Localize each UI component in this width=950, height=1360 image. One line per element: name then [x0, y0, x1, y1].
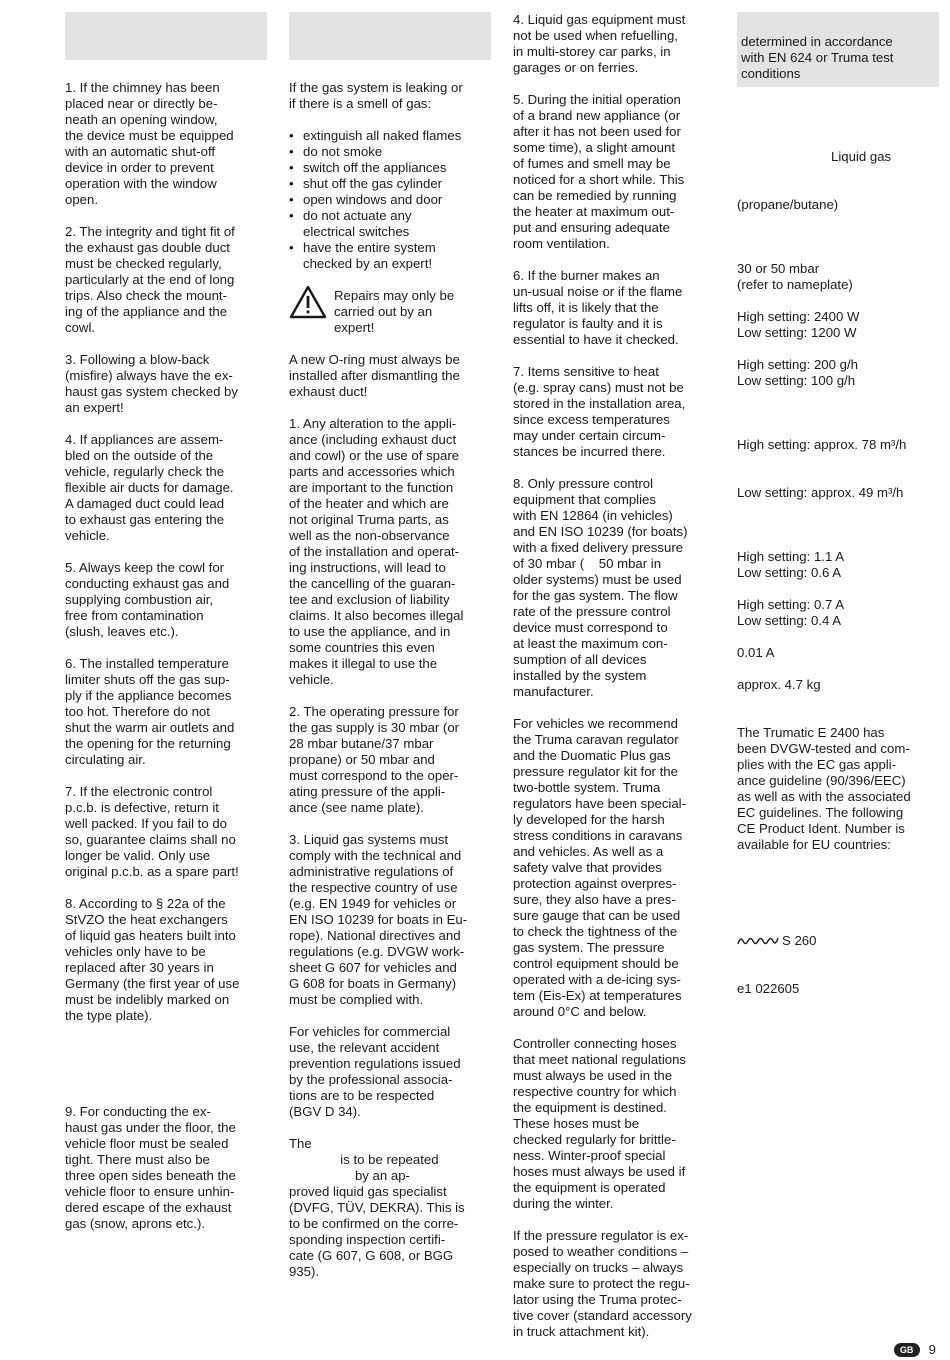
paragraph-8: 8. Only pressure control equipment that complies with EN 12864 (in vehicles) and EN ISO 10239 (for boats) with a fixed delivery pressure of 30 mbar ( 50 mbar in older systems) must be used for the gas system. The flow rate of the pressure control device must correspond to at least the maximum con- sumption of all devices installed by the system manufacturer. — [513, 476, 688, 699]
list-item: • do not smoke — [289, 144, 491, 160]
repair-warning — [289, 288, 491, 336]
weather-protection-note: If the pressure regulator is ex- posed to weather conditions – especially on trucks – always make sure to protect the regu- lator using the Truma protec- tive cover (standard accessory in truck attachment kit). — [513, 1228, 692, 1339]
air-delivery-spec — [737, 405, 939, 533]
paragraph-1: 1. Any alteration to the appli- ance (including exhaust duct and cowl) or the use of spare parts and accessories which are important to the function of the heater and which are not original Truma parts, as well as the non-observance of the installation and operat- ing instructions, will lead to the cancelling of the guaran- tee and exclusion of liability claims. It also becomes illegal to use the appliance, and in some countries this even makes it illegal to use the vehicle. — [289, 416, 464, 687]
section-heading-box — [289, 12, 491, 60]
warning-icon — [289, 285, 327, 319]
page-footer — [894, 1342, 936, 1357]
list-item: • open windows and door — [289, 192, 491, 208]
paragraph-1: 1. If the chimney has been placed near or directly be- neath an opening window, the device must be equipped with an automatic shut-off device in order to prevent operation with the window open. — [65, 80, 234, 207]
list-item: • shut off the gas cylinder — [289, 176, 491, 192]
current-consumption-24v-spec: High setting: 0.7 A Low setting: 0.4 A — [737, 597, 845, 628]
paragraph-3: 3. Following a blow-back (misfire) always have the ex- haust gas system checked by an expert! — [65, 352, 238, 415]
e1-approval-number: e1 022605 — [737, 981, 800, 996]
gas-leak-steps — [289, 128, 491, 272]
warning-text: Repairs may only be carried out by an expert! — [334, 288, 455, 335]
column-technical-data — [737, 12, 939, 997]
technical-data-header: determined in accordance with EN 624 or Truma test conditions — [737, 12, 939, 87]
paragraph-2: 2. The integrity and tight fit of the exhaust gas double duct must be checked regularly, particularly at the end of long trips. Also check the mount- ing of the appliance and the cowl. — [65, 224, 235, 335]
paragraph-7: 7. If the electronic control p.c.b. is defective, return it well packed. If you fail to do so, guarantee claims shall no longer be valid. Only use original p.c.b. as a spare part! — [65, 784, 239, 879]
dvgw-certification — [737, 933, 939, 949]
language-badge: GB — [894, 1343, 920, 1357]
list-item: • extinguish all naked flames — [289, 128, 491, 144]
paragraph-9: 9. For conducting the ex- haust gas under the floor, the vehicle floor must be sealed tight. There must also be three open sides beneath the vehicle floor to ensure unhin- dered escape of the exhaust gas (snow, aprons etc.). — [65, 1104, 236, 1231]
weight-spec: approx. 4.7 kg — [737, 677, 821, 692]
gas-type-value: Liquid gas — [831, 149, 892, 164]
standby-current-spec: 0.01 A — [737, 645, 775, 660]
gas-inspection-note: The is to be repeated by an ap- proved liquid gas specialist (DVFG, TÜV, DEKRA). This is to be confirmed on the corre- sponding inspection certifi- cate (G 607, G 608, or BGG 935). — [289, 1136, 465, 1279]
list-item: • do not actuate any electrical switches — [289, 208, 491, 240]
paragraph-3: 3. Liquid gas systems must comply with the technical and administrative regulations of the respective country of use (e.g. EN 1949 for vehicles or EN ISO 10239 for boats in Eu- rope). National directives and regulations (e.g. DVGW work- sheet G 607 for vehicles and G 608 for boats in Germany) must be complied with. — [289, 832, 468, 1007]
paragraph-7: 7. Items sensitive to heat (e.g. spray cans) must not be stored in the installation area, since excess temperatures may under certain circum- stances be incurred there. — [513, 364, 686, 459]
gas-type-detail: (propane/butane) — [737, 197, 839, 212]
conformity-statement: The Trumatic E 2400 has been DVGW-tested and com- plies with the EC gas appli- ance guideline (90/396/EEC) as well as with the associated EC guidelines. The following CE Product Ident. Number is available for EU countries: — [737, 725, 911, 852]
o-ring-note: A new O-ring must always be installed after dismantling the exhaust duct! — [289, 352, 460, 399]
column-safety-instructions-continued — [513, 12, 715, 1340]
paragraph-8: 8. According to § 22a of the StVZO the heat exchangers of liquid gas heaters built into vehicles only have to be replaced after 30 years in Germany (the first year of use must be indelibly marked on the type plate). — [65, 896, 240, 1023]
gas-consumption-spec: High setting: 200 g/h Low setting: 100 g/h — [737, 357, 858, 388]
paragraph-4: 4. If appliances are assem- bled on the outside of the vehicle, regularly check the flexible air ducts for damage. A damaged duct could lead to exhaust gas entering the vehicle. — [65, 432, 234, 543]
list-item: • have the entire system checked by an expert! — [289, 240, 491, 272]
dvgw-wave-icon — [737, 934, 779, 948]
commercial-use-note: For vehicles for commercial use, the relevant accident prevention regulations issued by the professional associa- tions are to be respected (BGV D 34). — [289, 1024, 461, 1119]
section-heading-box — [65, 12, 267, 60]
air-delivery-high: High setting: approx. 78 m³/h — [737, 437, 907, 452]
regulator-recommendation: For vehicles we recommend the Truma caravan regulator and the Duomatic Plus gas pressure regulator kit for the two-bottle system. Truma regulators have been special- ly developed for the harsh stress conditions in caravans and vehicles. As well as a safety valve that provides protection against overpres- sure, they also have a pres- sure gauge that can be used to check the tightness of the gas system. The pressure control equipment should be operated with a de-icing sys- tem (Eis-Ex) at temperatures around 0°C and below. — [513, 716, 687, 1019]
paragraph-5: 5. Always keep the cowl for conducting exhaust gas and supplying combustion air, free from contamination (slush, leaves etc.). — [65, 560, 230, 639]
current-consumption-12v-spec: High setting: 1.1 A Low setting: 0.6 A — [737, 549, 845, 580]
page-number: 9 — [928, 1342, 936, 1357]
paragraph-4: 4. Liquid gas equipment must not be used when refuelling, in multi-storey car parks, in garages or on ferries. — [513, 12, 686, 75]
air-delivery-low: Low setting: approx. 49 m³/h — [737, 485, 904, 500]
column-operating-instructions — [65, 12, 267, 1232]
gas-type-spec — [737, 117, 939, 245]
paragraph-6: 6. If the burner makes an un-usual noise or if the flame lifts off, it is likely that the regulator is faulty and it is essential to have it checked. — [513, 268, 683, 347]
paragraph-5: 5. During the initial operation of a brand new appliance (or after it has not been used for some time), a slight amount of fumes and smell may be noticed for a short while. This can be remedied by running the heater at maximum out- put and ensuring adequate room ventilation. — [513, 92, 685, 251]
hose-note: Controller connecting hoses that meet national regulations must always be used in the respective country for which the equipment is destined. These hoses must be checked regularly for brittle- ness. Winter-proof special hoses must always be used if the equipment is operated during the winter. — [513, 1036, 687, 1211]
list-item: • switch off the appliances — [289, 160, 491, 176]
operating-pressure-spec: 30 or 50 mbar (refer to nameplate) — [737, 261, 853, 292]
paragraph-2: 2. The operating pressure for the gas supply is 30 mbar (or 28 mbar butane/37 mbar propane) or 50 mbar and must correspond to the oper- ating pressure of the appli- ance (see name plate). — [289, 704, 460, 815]
certification-number: S 260 — [782, 933, 817, 948]
column-safety-instructions — [289, 12, 491, 1280]
heat-output-spec: High setting: 2400 W Low setting: 1200 W — [737, 309, 860, 340]
paragraph-6: 6. The installed temperature limiter shuts off the gas sup- ply if the appliance becomes too hot. Therefore do not shut the warm air outlets and the opening for the returning circulating air. — [65, 656, 235, 767]
gas-leak-intro: If the gas system is leaking or if there is a smell of gas: — [289, 80, 463, 111]
